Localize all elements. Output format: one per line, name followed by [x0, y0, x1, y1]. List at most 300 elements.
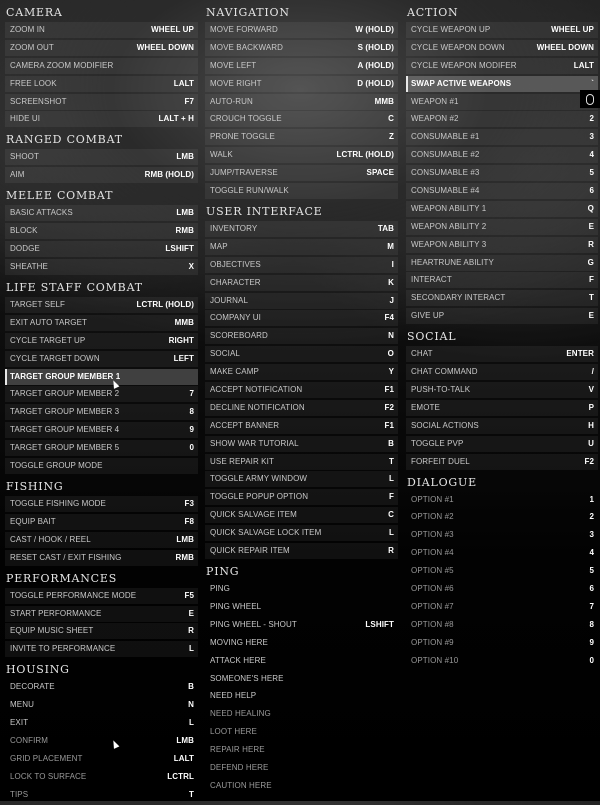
keybind-row-option-1[interactable] — [406, 492, 598, 508]
keybind-row-attack-here[interactable] — [205, 653, 398, 669]
section-title-fishing: FISHING — [6, 480, 64, 494]
keybind-action-label: NEED HEALING — [210, 709, 271, 719]
keybind-key-value[interactable]: 5 — [589, 168, 594, 178]
keybind-key-value[interactable]: C — [388, 510, 394, 520]
keybind-key-value[interactable]: U — [588, 438, 594, 448]
keybind-key-value[interactable]: SPACE — [366, 168, 394, 178]
keybind-row-consumable-3[interactable] — [406, 165, 598, 181]
keybind-action-label: TARGET SELF — [10, 300, 66, 310]
keybind-action-label: CHARACTER — [210, 277, 261, 287]
keybind-row-exit[interactable] — [5, 715, 198, 731]
keybind-action-label: CHAT COMMAND — [411, 367, 478, 377]
keybind-row-target-group-member-2[interactable] — [5, 386, 198, 402]
keybind-action-label: WEAPON #2 — [411, 114, 459, 124]
keybind-action-label: TOGGLE FISHING MODE — [10, 499, 106, 509]
keybind-row-auto-run[interactable] — [205, 94, 398, 110]
keybind-key-value[interactable]: 1 — [589, 494, 594, 504]
keybind-key-value[interactable]: LCTRL — [167, 771, 194, 781]
keybind-key-value[interactable]: LEFT — [173, 353, 194, 363]
keybind-action-label: WEAPON ABILITY 1 — [411, 203, 487, 213]
keybind-key-value[interactable]: B — [388, 438, 394, 448]
keybind-action-label: SCREENSHOT — [10, 96, 67, 106]
keybind-row-consumable-2[interactable] — [406, 147, 598, 163]
keybind-key-value[interactable]: R — [588, 239, 594, 249]
keybind-action-label: SECONDARY INTERACT — [411, 293, 506, 303]
keybind-key-value[interactable]: 4 — [589, 150, 594, 160]
keybind-key-value[interactable]: K — [388, 277, 394, 287]
keybind-row-target-group-member-3[interactable] — [5, 404, 198, 420]
keybind-row-option-8[interactable] — [406, 617, 598, 633]
keybind-key-value[interactable]: E — [188, 608, 194, 618]
keybind-action-label: NEED HELP — [210, 691, 257, 701]
keybind-row-option-9[interactable] — [406, 635, 598, 651]
keybind-row-defend-here[interactable] — [205, 760, 398, 776]
keybind-action-label: ZOOM IN — [10, 25, 45, 34]
keybind-row-exit-auto-target[interactable] — [5, 315, 198, 331]
keybind-row-consumable-4[interactable] — [406, 183, 598, 199]
keybind-row-decorate[interactable] — [5, 679, 198, 695]
keybind-row-consumable-1[interactable] — [406, 129, 598, 145]
keybind-row-chat-command[interactable] — [406, 364, 598, 380]
keybind-action-label: AIM — [10, 170, 25, 180]
keybind-key-value[interactable]: LMB — [176, 534, 194, 544]
keybind-key-value[interactable]: RMB (HOLD) — [144, 170, 194, 180]
keybind-key-value[interactable]: F5 — [184, 590, 194, 600]
keybind-row-option-3[interactable] — [406, 527, 598, 543]
keybind-action-label: BLOCK — [10, 226, 38, 236]
keybind-row-lock-to-surface[interactable] — [5, 769, 198, 785]
keybind-key-value[interactable]: WHEEL UP — [151, 25, 194, 34]
keybind-action-label: MOVING HERE — [210, 637, 268, 647]
keybind-row-decline-notification[interactable] — [205, 400, 398, 416]
keybind-row-option-2[interactable] — [406, 509, 598, 525]
keybind-row-need-healing[interactable] — [205, 706, 398, 722]
keybind-key-value[interactable]: O — [387, 349, 394, 359]
keybind-key-value[interactable]: R — [388, 546, 394, 556]
keybind-action-label: WEAPON ABILITY 3 — [411, 239, 487, 249]
keybind-key-value[interactable]: F1 — [384, 420, 394, 430]
keybind-key-value[interactable]: L — [189, 718, 194, 728]
keybind-key-value[interactable]: WHEEL UP — [551, 25, 594, 34]
keybind-row-accept-banner[interactable] — [205, 418, 398, 434]
keybind-row-quick-salvage-item[interactable] — [205, 507, 398, 523]
keybind-key-value[interactable]: LMB — [176, 208, 194, 218]
keybind-key-value[interactable]: F3 — [184, 499, 194, 509]
keybind-action-label: CYCLE TARGET DOWN — [10, 353, 100, 363]
keybind-action-label: SHOW WAR TUTORIAL — [210, 438, 299, 448]
keybind-row-heartrune-ability[interactable] — [406, 255, 598, 271]
keybind-row-cast-hook-reel[interactable] — [5, 532, 198, 548]
keybind-key-value[interactable]: H — [588, 420, 594, 430]
keybind-row-aim[interactable] — [5, 167, 198, 183]
keybind-key-value[interactable]: RIGHT — [168, 335, 194, 345]
keybind-action-label: PING — [210, 584, 230, 594]
keybind-action-label: MAKE CAMP — [210, 367, 259, 377]
section-title-life-staff-combat: LIFE STAFF COMBAT — [6, 281, 143, 295]
section-title-camera: CAMERA — [6, 6, 63, 19]
keybind-action-label: CYCLE WEAPON UP — [411, 25, 491, 34]
keybind-action-label: QUICK SALVAGE ITEM — [210, 510, 297, 520]
keybind-key-value[interactable]: F4 — [384, 313, 394, 323]
keybind-key-value[interactable]: 8 — [589, 619, 594, 629]
keybind-action-label: ACCEPT NOTIFICATION — [210, 385, 303, 395]
keybind-row-toggle-group-mode[interactable] — [5, 458, 198, 474]
keybind-key-value[interactable]: E — [588, 221, 594, 231]
keybind-key-value[interactable]: L — [389, 474, 394, 484]
keybind-row-start-performance[interactable] — [5, 606, 198, 622]
keybind-key-value[interactable]: F8 — [184, 516, 194, 526]
keybind-row-reset-cast-exit-fishing[interactable] — [5, 550, 198, 566]
keybind-row-zoom-in[interactable] — [5, 22, 198, 38]
keybind-key-value[interactable]: J — [389, 295, 394, 305]
keybind-key-value[interactable]: L — [389, 528, 394, 538]
keybind-key-value[interactable]: 3 — [589, 132, 594, 142]
keybind-action-label: EQUIP MUSIC SHEET — [10, 626, 94, 636]
keybind-action-label: DEFEND HERE — [210, 762, 269, 772]
keybind-row-toggle-popup-option[interactable] — [205, 489, 398, 505]
keybind-key-value[interactable]: ENTER — [566, 349, 594, 359]
keybind-row-moving-here[interactable] — [205, 635, 398, 651]
keybind-action-label: FREE LOOK — [10, 78, 57, 88]
keybind-key-value[interactable]: Z — [389, 132, 394, 142]
keybind-row-zoom-out[interactable] — [5, 40, 198, 56]
keybind-action-label: SHEATHE — [10, 262, 48, 272]
keybind-row-option-5[interactable] — [406, 563, 598, 579]
keybind-key-value[interactable]: 0 — [589, 655, 594, 665]
keybind-row-confirm[interactable] — [5, 733, 198, 749]
keybind-key-value[interactable]: WHEEL DOWN — [136, 42, 194, 52]
keybind-key-value[interactable]: WHEEL DOWN — [536, 42, 594, 52]
keybind-row-ping-wheel[interactable] — [205, 599, 398, 615]
keybind-row-equip-bait[interactable] — [5, 514, 198, 530]
keybind-action-label: SHOOT — [10, 152, 39, 162]
keybind-row-walk[interactable] — [205, 147, 398, 163]
keybind-action-label: SWAP ACTIVE WEAPONS — [411, 78, 512, 88]
keybind-row-social[interactable] — [205, 346, 398, 362]
keybind-row-use-repair-kit[interactable] — [205, 454, 398, 470]
keybind-row-free-look[interactable] — [5, 76, 198, 92]
keybind-key-value[interactable]: 7 — [189, 389, 194, 399]
keybind-key-value[interactable]: / — [591, 367, 594, 377]
keybind-action-label: MOVE FORWARD — [210, 25, 278, 34]
keybind-row-caution-here[interactable] — [205, 778, 398, 794]
keybind-row-dodge[interactable] — [5, 241, 198, 257]
section-title-housing: HOUSING — [6, 663, 70, 677]
keybind-row-journal[interactable] — [205, 293, 398, 309]
keybind-action-label: OPTION #1 — [411, 494, 454, 504]
keybind-key-value[interactable]: 9 — [589, 637, 594, 647]
keybind-row-need-help[interactable] — [205, 688, 398, 704]
keybind-key-value[interactable]: S (HOLD) — [357, 42, 394, 52]
keybind-row-objectives[interactable] — [205, 257, 398, 273]
keybind-row-repair-here[interactable] — [205, 742, 398, 758]
keybind-action-label: SOMEONE'S HERE — [210, 673, 284, 683]
keybind-key-value[interactable]: RMB — [175, 226, 194, 236]
keybind-key-value[interactable]: 6 — [589, 186, 594, 196]
keybind-action-label: TARGET GROUP MEMBER 2 — [10, 389, 120, 399]
keybind-action-label: GIVE UP — [411, 311, 445, 321]
keybind-row-quick-salvage-lock-item[interactable] — [205, 525, 398, 541]
keybind-key-value[interactable]: F2 — [584, 456, 594, 466]
keybind-key-value[interactable]: LALT — [173, 78, 194, 88]
keybind-action-label: CAMERA ZOOM MODIFIER — [10, 60, 114, 70]
keybind-row-weapon-ability-3[interactable] — [406, 237, 598, 253]
keybind-row-target-self[interactable] — [5, 297, 198, 313]
keybind-key-value[interactable]: B — [188, 682, 194, 692]
keybind-column-2 — [205, 0, 398, 796]
keybind-row-chat[interactable] — [406, 346, 598, 362]
keybind-action-label: SOCIAL — [210, 349, 240, 359]
keybind-key-value[interactable]: LALT — [173, 753, 194, 763]
keybind-row-cycle-weapon-up[interactable] — [406, 22, 598, 38]
keybind-action-label: ACCEPT BANNER — [210, 420, 280, 430]
keybind-row-accept-notification[interactable] — [205, 382, 398, 398]
keybind-row-weapon-2[interactable] — [406, 111, 598, 127]
keybind-row-block[interactable] — [5, 223, 198, 239]
keybind-key-value[interactable]: 7 — [589, 601, 594, 611]
keybind-key-value[interactable]: T — [589, 293, 594, 303]
keybind-key-value[interactable]: C — [388, 114, 394, 124]
keybind-row-emote[interactable] — [406, 400, 598, 416]
section-title-ranged-combat: RANGED COMBAT — [6, 133, 123, 147]
keybind-row-jump-traverse[interactable] — [205, 165, 398, 181]
keybind-key-value[interactable]: MMB — [174, 317, 194, 327]
keybind-key-value[interactable]: LSHIFT — [165, 244, 194, 254]
keybind-row-target-group-member-5[interactable] — [5, 440, 198, 456]
keybind-row-cycle-target-down[interactable] — [5, 351, 198, 367]
keybind-row-invite-to-performance[interactable] — [5, 641, 198, 657]
keybind-row-option-4[interactable] — [406, 545, 598, 561]
keybind-key-value[interactable]: 0 — [189, 443, 194, 453]
keybind-action-label: PRONE TOGGLE — [210, 132, 275, 142]
keybind-row-inventory[interactable] — [205, 221, 398, 237]
keybind-row-show-war-tutorial[interactable] — [205, 436, 398, 452]
keybind-key-value[interactable]: 2 — [589, 512, 594, 522]
keybind-key-value[interactable]: I — [391, 259, 394, 269]
keybind-row-map[interactable] — [205, 239, 398, 255]
keybind-key-value[interactable]: F7 — [184, 96, 194, 106]
keybind-action-label: CAUTION HERE — [210, 780, 272, 790]
section-title-dialogue: DIALOGUE — [407, 475, 477, 489]
keybind-row-hide-ui[interactable] — [5, 111, 198, 127]
keybind-action-label: TARGET GROUP MEMBER 5 — [10, 443, 120, 453]
keybind-row-move-left[interactable] — [205, 58, 398, 74]
keybind-row-quick-repair-item[interactable] — [205, 543, 398, 559]
keybind-key-value[interactable]: 4 — [589, 548, 594, 558]
keybind-row-target-group-member-4[interactable] — [5, 422, 198, 438]
keybind-row-crouch-toggle[interactable] — [205, 111, 398, 127]
keybind-row-sheathe[interactable] — [5, 259, 198, 275]
keybind-key-value[interactable]: N — [188, 700, 194, 710]
keybind-row-ping-wheel-shout[interactable] — [205, 617, 398, 633]
keybind-key-value[interactable]: R — [188, 626, 194, 636]
keybind-row-secondary-interact[interactable] — [406, 290, 598, 306]
keybind-action-label: OPTION #7 — [411, 601, 454, 611]
keybind-key-value[interactable]: LMB — [176, 152, 194, 162]
keybind-action-label: TARGET GROUP MEMBER 1 — [10, 371, 121, 381]
keybind-row-weapon-ability-1[interactable] — [406, 201, 598, 217]
keybind-row-move-forward[interactable] — [205, 22, 398, 38]
keybind-row-prone-toggle[interactable] — [205, 129, 398, 145]
section-title-melee-combat: MELEE COMBAT — [6, 189, 114, 203]
keybind-row-cycle-weapon-down[interactable] — [406, 40, 598, 56]
keybind-action-label: CONSUMABLE #1 — [411, 132, 480, 142]
keybind-action-label: OPTION #6 — [411, 584, 454, 594]
keybind-action-label: OPTION #10 — [411, 655, 459, 665]
keybind-action-label: RESET CAST / EXIT FISHING — [10, 552, 122, 562]
keybind-action-label: HEARTRUNE ABILITY — [411, 257, 494, 267]
keybind-key-value[interactable]: D (HOLD) — [357, 78, 394, 88]
keybind-row-cycle-weapon-modifer[interactable] — [406, 58, 598, 74]
keybind-key-value[interactable]: 2 — [589, 114, 594, 124]
keybind-key-value[interactable]: P — [588, 402, 594, 412]
keybind-action-label: JUMP/TRAVERSE — [210, 168, 278, 178]
keybind-action-label: PING WHEEL - SHOUT — [210, 619, 297, 629]
section-title-ping: PING — [206, 565, 240, 579]
keybind-key-value[interactable]: Y — [388, 367, 394, 377]
keybind-action-label: GRID PLACEMENT — [10, 753, 83, 763]
keybind-key-value[interactable]: 8 — [189, 407, 194, 417]
keybind-row-weapon-ability-2[interactable] — [406, 219, 598, 235]
keybind-key-value[interactable]: LSHIFT — [365, 619, 394, 629]
section-title-navigation: NAVIGATION — [206, 6, 290, 19]
keybind-key-value[interactable]: E — [588, 311, 594, 321]
keybind-row-toggle-army-window[interactable] — [205, 471, 398, 487]
keybind-row-cycle-target-up[interactable] — [5, 333, 198, 349]
keybind-key-value[interactable]: G — [587, 257, 594, 267]
keybind-key-value[interactable]: M — [387, 241, 394, 251]
keybind-row-grid-placement[interactable] — [5, 751, 198, 767]
keybind-key-value[interactable]: F — [589, 275, 594, 285]
keybind-row-equip-music-sheet[interactable] — [5, 623, 198, 639]
keybind-key-value[interactable]: RMB — [175, 552, 194, 562]
mouse-binding-tooltip — [580, 90, 600, 108]
keybind-row-toggle-fishing-mode[interactable] — [5, 496, 198, 512]
keybind-action-label: CYCLE TARGET UP — [10, 335, 86, 345]
keybind-key-value[interactable]: F2 — [384, 402, 394, 412]
keybind-key-value[interactable]: 5 — [589, 566, 594, 576]
keybind-row-screenshot[interactable] — [5, 94, 198, 110]
keybind-action-label: CHAT — [411, 349, 433, 359]
keybind-action-label: MOVE LEFT — [210, 60, 257, 70]
keybind-key-value[interactable]: A (HOLD) — [357, 60, 394, 70]
keybind-row-target-group-member-1[interactable] — [5, 369, 198, 385]
keybind-key-value[interactable]: F — [389, 492, 394, 502]
keybind-row-character[interactable] — [205, 275, 398, 291]
keybind-key-value[interactable]: LCTRL (HOLD) — [336, 150, 394, 160]
keybind-row-option-7[interactable] — [406, 599, 598, 615]
keybind-row-social-actions[interactable] — [406, 418, 598, 434]
keybind-row-push-to-talk[interactable] — [406, 382, 598, 398]
keybind-action-label: QUICK SALVAGE LOCK ITEM — [210, 528, 322, 538]
keybind-key-value[interactable]: V — [588, 385, 594, 395]
keybind-action-label: MOVE BACKWARD — [210, 42, 284, 52]
keybind-action-label: EXIT — [10, 718, 29, 728]
keybind-action-label: EXIT AUTO TARGET — [10, 317, 88, 327]
keybind-action-label: DECORATE — [10, 682, 55, 692]
keybind-action-label: OPTION #8 — [411, 619, 454, 629]
keybind-action-label: TOGGLE RUN/WALK — [210, 186, 289, 196]
keybind-key-value[interactable]: 6 — [589, 584, 594, 594]
keybind-row-make-camp[interactable] — [205, 364, 398, 380]
keybind-action-label: TOGGLE ARMY WINDOW — [210, 474, 308, 484]
keybind-action-label: OPTION #2 — [411, 512, 454, 522]
keybind-row-tips[interactable] — [5, 787, 198, 803]
keybind-action-label: REPAIR HERE — [210, 745, 265, 755]
keybind-row-scoreboard[interactable] — [205, 328, 398, 344]
keybind-key-value[interactable]: LMB — [176, 736, 194, 746]
keybind-row-toggle-run-walk[interactable] — [205, 183, 398, 199]
keybind-key-value[interactable]: 9 — [189, 425, 194, 435]
keybind-row-shoot[interactable] — [5, 149, 198, 165]
keybind-row-toggle-performance-mode[interactable] — [5, 588, 198, 604]
keybind-action-label: MENU — [10, 700, 34, 710]
keybind-key-value[interactable]: LALT — [573, 60, 594, 70]
keybind-action-label: TARGET GROUP MEMBER 4 — [10, 425, 120, 435]
keybind-action-label: USE REPAIR KIT — [210, 456, 274, 466]
keybind-key-value[interactable]: LALT + H — [158, 114, 194, 124]
keybind-row-interact[interactable] — [406, 272, 598, 288]
keybind-action-label: HIDE UI — [10, 114, 41, 124]
keybind-action-label: OPTION #4 — [411, 548, 454, 558]
keybind-action-label: WALK — [210, 150, 233, 160]
keybind-key-value[interactable]: TAB — [377, 224, 394, 234]
keybind-key-value[interactable]: ` — [591, 78, 594, 88]
keybind-key-value[interactable]: N — [388, 331, 394, 341]
keybind-row-basic-attacks[interactable] — [5, 205, 198, 221]
keybind-key-value[interactable]: T — [189, 789, 194, 799]
keybind-row-swap-active-weapons[interactable] — [406, 76, 598, 92]
keybind-key-value[interactable]: 3 — [589, 530, 594, 540]
keybind-action-label: BASIC ATTACKS — [10, 208, 73, 218]
keybind-action-label: OPTION #5 — [411, 566, 454, 576]
keybind-row-move-backward[interactable] — [205, 40, 398, 56]
keybind-row-ping[interactable] — [205, 581, 398, 597]
keybind-key-value[interactable]: MMB — [374, 96, 394, 106]
keybind-row-move-right[interactable] — [205, 76, 398, 92]
keybind-row-someone-s-here[interactable] — [205, 671, 398, 687]
keybind-key-value[interactable]: X — [188, 262, 194, 272]
keybind-action-label: AUTO-RUN — [210, 96, 253, 106]
keybind-row-option-6[interactable] — [406, 581, 598, 597]
keybind-key-value[interactable]: T — [389, 456, 394, 466]
keybind-key-value[interactable]: F1 — [384, 385, 394, 395]
keybind-action-label: TIPS — [10, 789, 29, 799]
keybind-row-option-10[interactable] — [406, 653, 598, 669]
keybind-action-label: EQUIP BAIT — [10, 516, 56, 526]
keybind-column-3 — [406, 0, 598, 671]
keybind-row-weapon-1[interactable] — [406, 94, 598, 110]
keybind-action-label: FORFEIT DUEL — [411, 456, 470, 466]
keybind-row-toggle-pvp[interactable] — [406, 436, 598, 452]
keybind-row-menu[interactable] — [5, 697, 198, 713]
keybind-action-label: TOGGLE PERFORMANCE MODE — [10, 590, 137, 600]
keybind-key-value[interactable]: W (HOLD) — [355, 25, 394, 34]
keybind-key-value[interactable]: LCTRL (HOLD) — [136, 300, 194, 310]
keybind-action-label: DECLINE NOTIFICATION — [210, 402, 305, 412]
keybind-row-camera-zoom-modifier[interactable] — [5, 58, 198, 74]
keybind-action-label: PING WHEEL — [210, 601, 262, 611]
keybind-row-company-ui[interactable] — [205, 310, 398, 326]
keybind-row-loot-here[interactable] — [205, 724, 398, 740]
keybind-action-label: DODGE — [10, 244, 40, 254]
keybind-row-forfeit-duel[interactable] — [406, 454, 598, 470]
keybind-key-value[interactable]: Q — [587, 203, 594, 213]
keybind-row-give-up[interactable] — [406, 308, 598, 324]
keybind-action-label: EMOTE — [411, 402, 440, 412]
section-title-user-interface: USER INTERFACE — [206, 205, 323, 219]
keybind-key-value[interactable]: L — [189, 644, 194, 654]
